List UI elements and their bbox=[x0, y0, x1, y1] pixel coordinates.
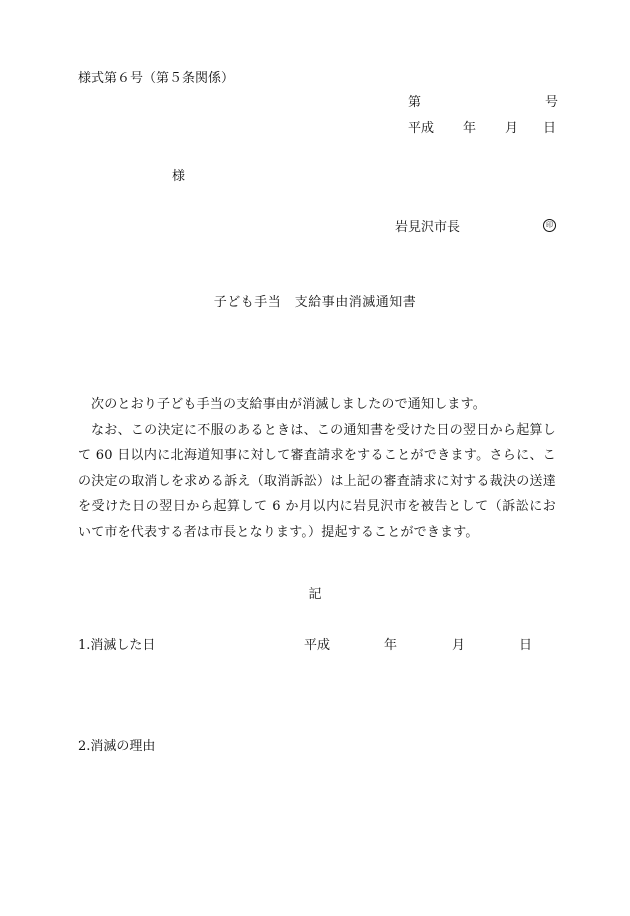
record-heading: 記 bbox=[308, 587, 322, 602]
issue-date-month: 月 bbox=[505, 121, 519, 136]
item-1-date-month: 月 bbox=[452, 638, 466, 653]
addressee-honorific: 様 bbox=[172, 169, 186, 184]
document-title: 子ども手当 支給事由消滅通知書 bbox=[213, 295, 417, 310]
document-number-prefix: 第 bbox=[408, 95, 422, 110]
notice-body bbox=[78, 392, 556, 545]
issue-date-era: 平成 bbox=[408, 121, 435, 136]
item-1-date-day: 日 bbox=[519, 638, 533, 653]
issuer-name: 岩見沢市長 bbox=[395, 220, 461, 235]
form-number-label: 様式第６号（第５条関係） bbox=[78, 71, 235, 86]
body-paragraph-2: なお、この決定に不服のあるときは、この通知書を受けた日の翌日から起算して 60 日以内に北海道知事に対して審査請求をすることができます。さらに、この決定の取消しを求める訴え（取消訴訟）は上記の審査請求に対する裁決の送達を受けた日の翌日から起算して 6 か月以内に岩見沢市を被告として（訴訟において市を代表する者は市長となります。）提起することができます。 bbox=[78, 422, 556, 540]
seal-icon: 印 bbox=[543, 219, 556, 232]
item-1-date-year: 年 bbox=[384, 638, 398, 653]
document-number-suffix: 号 bbox=[545, 95, 559, 110]
item-1-date-era: 平成 bbox=[304, 638, 331, 653]
issue-date-year: 年 bbox=[463, 121, 477, 136]
item-2-label: 2.消滅の理由 bbox=[78, 739, 156, 754]
issue-date-day: 日 bbox=[543, 121, 557, 136]
item-1-label: 1.消滅した日 bbox=[78, 638, 156, 653]
body-paragraph-1: 次のとおり子ども手当の支給事由が消滅しましたので通知します。 bbox=[91, 397, 486, 412]
